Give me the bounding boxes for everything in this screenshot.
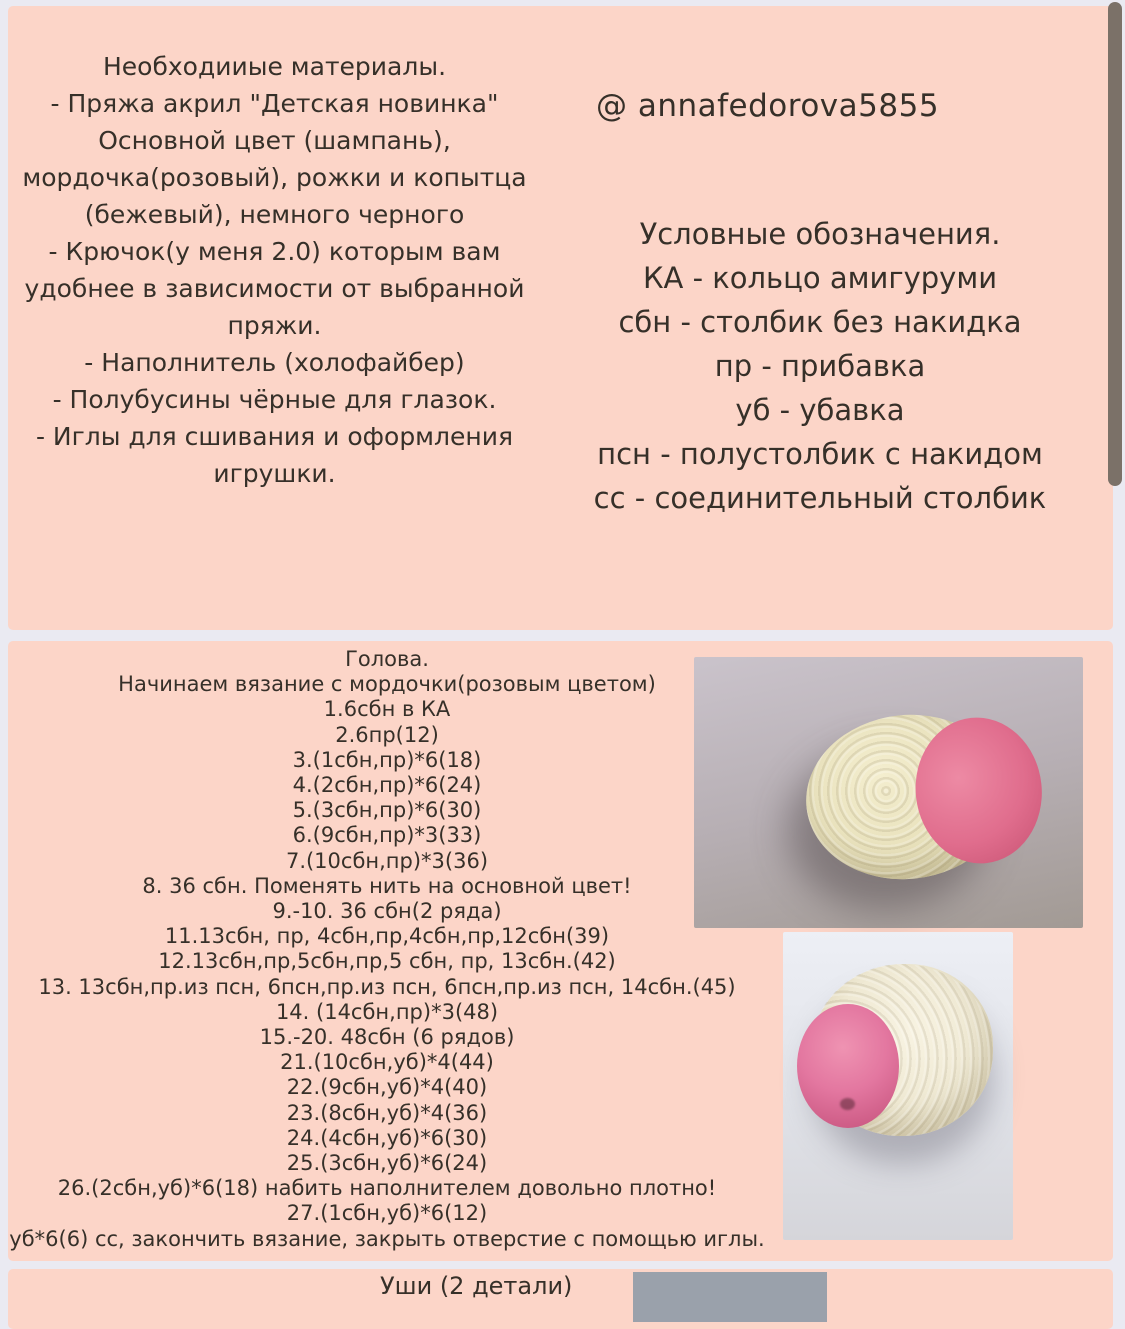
legend-line: сс - соединительный столбик	[593, 481, 1047, 515]
materials-line: - Крючок(у меня 2.0) которым вам	[48, 237, 501, 266]
pattern-line: 13. 13сбн,пр.из псн, 6псн,пр.из псн, 6псн,пр.из псн, 14сбн.(45)	[38, 974, 736, 999]
legend-line: КА - кольцо амигуруми	[642, 261, 998, 295]
pattern-line: 26.(2сбн,уб)*6(18) набить наполнителем довольно плотно!	[57, 1176, 717, 1201]
materials-line: - Пряжа акрил "Детская новинка"	[50, 89, 499, 118]
materials-line: удобнее в зависимости от выбранной	[24, 274, 525, 303]
scrollbar-thumb[interactable]	[1108, 2, 1122, 486]
pattern-line: 3.(1сбн,пр)*6(18)	[292, 747, 482, 772]
pattern-line: 14. (14сбн,пр)*3(48)	[275, 999, 499, 1024]
legend-block	[536, 212, 1104, 520]
pattern-line: 8. 36 сбн. Поменять нить на основной цвет!	[142, 873, 632, 898]
materials-line: Необходииые материалы.	[102, 52, 447, 81]
pattern-line: 1.6сбн в КА	[323, 697, 451, 722]
legend-line: сбн - столбик без накидка	[618, 305, 1022, 339]
legend-line: псн - полустолбик с накидом	[597, 437, 1043, 471]
pattern-line: 12.13сбн,пр,5сбн,пр,5 сбн, пр, 13сбн.(42)	[158, 949, 616, 974]
head-pattern-card	[8, 641, 1113, 1261]
pattern-line: 24.(4сбн,уб)*6(30)	[286, 1125, 488, 1150]
pattern-line: 25.(3сбн,уб)*6(24)	[286, 1151, 488, 1176]
materials-line: - Полубусины чёрные для глазок.	[52, 385, 497, 414]
crochet-ball-icon	[798, 705, 1016, 889]
pattern-line: 7.(10сбн,пр)*3(36)	[285, 848, 489, 873]
pattern-line: Голова.	[345, 647, 429, 671]
stitch-dimple-icon	[840, 1098, 855, 1110]
legend-list	[536, 256, 1104, 520]
materials-line: (бежевый), немного черного	[84, 200, 465, 229]
legend-title: Условные обозначения.	[639, 217, 1001, 251]
next-section-title: Уши (2 детали)	[380, 1272, 573, 1300]
pattern-line: 11.13сбн, пр, 4сбн,пр,4сбн,пр,12сбн(39)	[164, 924, 610, 949]
author-handle: @ annafedorova5855	[596, 88, 940, 124]
photo-head-with-muzzle	[783, 932, 1013, 1240]
pink-muzzle-section-icon	[908, 711, 1049, 869]
next-section-card	[8, 1269, 1113, 1329]
materials-line: - Иглы для сшивания и оформления	[35, 422, 514, 451]
pattern-line: 23.(8сбн,уб)*4(36)	[286, 1100, 488, 1125]
pattern-line: 15.-20. 48сбн (6 рядов)	[259, 1025, 515, 1050]
materials-list	[22, 48, 527, 492]
crochet-head-icon	[811, 964, 993, 1136]
pattern-line: 2.6пр(12)	[335, 722, 439, 747]
legend-line: уб - убавка	[735, 393, 905, 427]
head-pattern-text	[8, 647, 766, 1252]
materials-line: - Наполнитель (холофайбер)	[84, 348, 465, 377]
materials-card	[8, 6, 1113, 630]
pattern-line: 9.-10. 36 сбн(2 ряда)	[272, 899, 502, 924]
materials-line: пряжи.	[227, 311, 322, 340]
pattern-line: 4.(2сбн,пр)*6(24)	[292, 773, 482, 798]
materials-line: игрушки.	[213, 459, 336, 488]
materials-line: мордочка(розовый), рожки и копытца	[22, 163, 527, 192]
pattern-line: 27.(1сбн,уб)*6(12)	[286, 1201, 488, 1226]
photo-muzzle-ball-side-view	[694, 657, 1083, 928]
legend-line: пр - прибавка	[714, 349, 926, 383]
pattern-line: 22.(9сбн,уб)*4(40)	[286, 1075, 488, 1100]
pattern-line: Начинаем вязание с мордочки(розовым цветом)	[118, 672, 656, 697]
next-photo-top-edge	[633, 1272, 827, 1322]
pattern-line: 5.(3сбн,пр)*6(30)	[292, 798, 482, 823]
pattern-line: 21.(10сбн,уб)*4(44)	[280, 1050, 494, 1075]
pattern-line: уб*6(6) сс, закончить вязание, закрыть отверстие с помощью иглы.	[9, 1226, 765, 1251]
pattern-line: 6.(9сбн,пр)*3(33)	[292, 823, 482, 848]
materials-line: Основной цвет (шампань),	[98, 126, 451, 155]
